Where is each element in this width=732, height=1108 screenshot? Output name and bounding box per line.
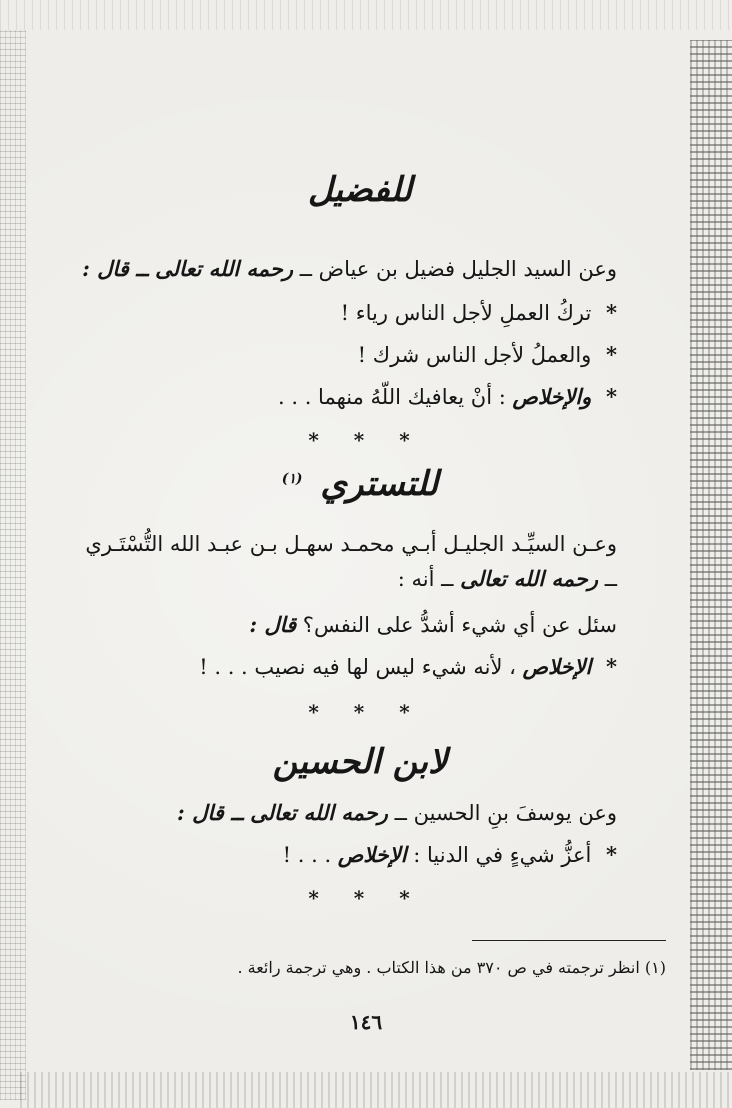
ikhlas-word: والإخلاص bbox=[512, 384, 592, 409]
saying-line bbox=[97, 384, 617, 409]
bullet-star: * bbox=[606, 342, 617, 367]
blessing-text: رحمه الله تعالى bbox=[460, 566, 598, 591]
saying-text: : أنْ يعافيك اللّهُ منهما . . . bbox=[278, 385, 506, 409]
intro-text: ــ أنه : bbox=[397, 567, 454, 591]
intro-ibn-al-husayn bbox=[97, 800, 617, 825]
saying-text: والعملُ لأجل الناس شرك ! bbox=[357, 343, 592, 367]
section-heading-ibn-al-husayn bbox=[120, 742, 600, 782]
section-heading-fudayl bbox=[120, 170, 600, 210]
intro-text: وعـن السيِّـد الجليـل أبـي محمـد سهـل بـن عبـد الله التُّسْتَـري bbox=[85, 532, 617, 556]
section-separator bbox=[300, 428, 432, 452]
intro-text: وعن السيد الجليل فضيل بن عياض ــ bbox=[299, 257, 617, 281]
blessing-text: رحمه الله تعالى bbox=[250, 800, 388, 825]
heading-text: للتستري bbox=[320, 464, 439, 504]
section-heading-tustari bbox=[120, 464, 600, 504]
saying-text: أعزُّ شيءٍ في الدنيا : bbox=[413, 843, 592, 867]
bullet-star: * bbox=[606, 300, 617, 325]
footnote-reference: (١) bbox=[281, 470, 303, 487]
page-number-text: ١٤٦ bbox=[349, 1010, 383, 1034]
bullet-star: * bbox=[606, 384, 617, 409]
intro-tustari bbox=[85, 532, 617, 556]
intro-text: وعن يوسفَ بنِ الحسين ــ bbox=[394, 801, 617, 825]
footnote-text: (١) انظر ترجمته في ص ٣٧٠ من هذا الكتاب . وهي ترجمة رائعة . bbox=[237, 958, 666, 977]
question-text: سئل عن أي شيء أشدُّ على النفس؟ bbox=[302, 613, 617, 637]
scan-edge-left bbox=[0, 30, 26, 1100]
separator-text: * * * bbox=[308, 886, 424, 910]
separator-text: * * * bbox=[308, 700, 424, 724]
saying-text: ، لأنه شيء ليس لها فيه نصيب . . . ! bbox=[199, 655, 516, 679]
footnote bbox=[196, 958, 666, 977]
ikhlas-word: الإخلاص bbox=[522, 654, 592, 679]
said-text: ــ قال : bbox=[82, 256, 149, 281]
footnote-rule bbox=[472, 940, 666, 941]
heading-text: للفضيل bbox=[307, 170, 413, 210]
said-text: قال : bbox=[249, 612, 297, 637]
scan-edge-bottom bbox=[20, 1072, 732, 1108]
scan-edge-top bbox=[0, 0, 732, 30]
separator-text: * * * bbox=[308, 428, 424, 452]
page-number bbox=[316, 1010, 416, 1034]
section-separator bbox=[300, 886, 432, 910]
section-separator bbox=[300, 700, 432, 724]
saying-line bbox=[97, 654, 617, 679]
bullet-star: * bbox=[606, 654, 617, 679]
saying-line bbox=[97, 842, 617, 867]
heading-text: لابن الحسين bbox=[272, 742, 448, 782]
saying-tail: . . . ! bbox=[282, 843, 332, 867]
saying-line bbox=[97, 342, 617, 367]
question-line bbox=[97, 612, 617, 637]
saying-text: تركُ العملِ لأجل الناس رياء ! bbox=[340, 301, 592, 325]
intro-fudayl bbox=[82, 256, 617, 281]
said-text: ــ قال : bbox=[177, 800, 244, 825]
ornamental-border bbox=[690, 40, 732, 1070]
intro-tustari-continued bbox=[97, 566, 617, 591]
bullet-star: * bbox=[606, 842, 617, 867]
blessing-text: رحمه الله تعالى bbox=[155, 256, 294, 281]
ikhlas-word: الإخلاص bbox=[337, 842, 407, 867]
dash-text: ــ bbox=[604, 567, 617, 591]
saying-line bbox=[97, 300, 617, 325]
